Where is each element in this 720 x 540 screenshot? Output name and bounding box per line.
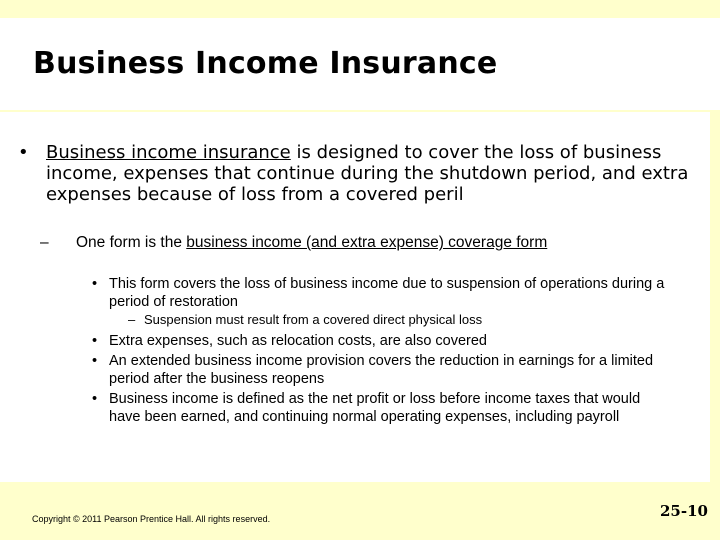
sub-bullet-extended-provision (92, 352, 672, 388)
sub-bullet-text: This form covers the loss of business income due to suspension of operations during a period of restoration (109, 276, 665, 310)
dash-marker: – (40, 234, 49, 251)
copyright-notice: Copyright © 2011 Pearson Prentice Hall. All rights reserved. (32, 514, 271, 524)
bullet-marker: • (92, 353, 98, 369)
page-number: 25-10 (660, 502, 708, 520)
bullet-marker: • (92, 276, 98, 292)
sub-bullet-definition (92, 390, 672, 426)
term-business-income-insurance: Business income insurance (46, 142, 291, 163)
sub-bullet-text: An extended business income provision covers the reduction in earnings for a limited period after the business reopens (109, 353, 654, 387)
sub-sub-bullet-text: Suspension must result from a covered direct physical loss (144, 312, 483, 327)
sub-sub-bullet-suspension (128, 312, 648, 328)
bullet-business-income-insurance (18, 142, 690, 205)
bullet-body: is designed to cover the loss of business income, expenses that continue during the shutdown period, and extra expenses because of loss from a covered peril (46, 142, 689, 205)
dash-marker: – (128, 312, 136, 327)
bullet-marker: • (92, 333, 98, 349)
sub-bullet-text: Business income is defined as the net profit or loss before income taxes that would have been earned, and continuing normal operating expenses, including payroll (109, 391, 641, 425)
bullet-coverage-form (40, 233, 680, 252)
bullet-lead: One form is the (76, 234, 187, 251)
sub-bullet-extra-expenses (92, 332, 672, 350)
term-coverage-form: business income (and extra expense) coverage form (186, 234, 548, 251)
bullet-marker: • (18, 142, 29, 163)
bullet-marker: • (92, 391, 98, 407)
sub-bullet-loss-of-income (92, 275, 672, 311)
slide-title: Business Income Insurance (33, 46, 498, 81)
sub-bullet-text: Extra expenses, such as relocation costs, are also covered (109, 333, 487, 349)
bullet-text (46, 142, 690, 205)
bullet-text (76, 233, 680, 252)
